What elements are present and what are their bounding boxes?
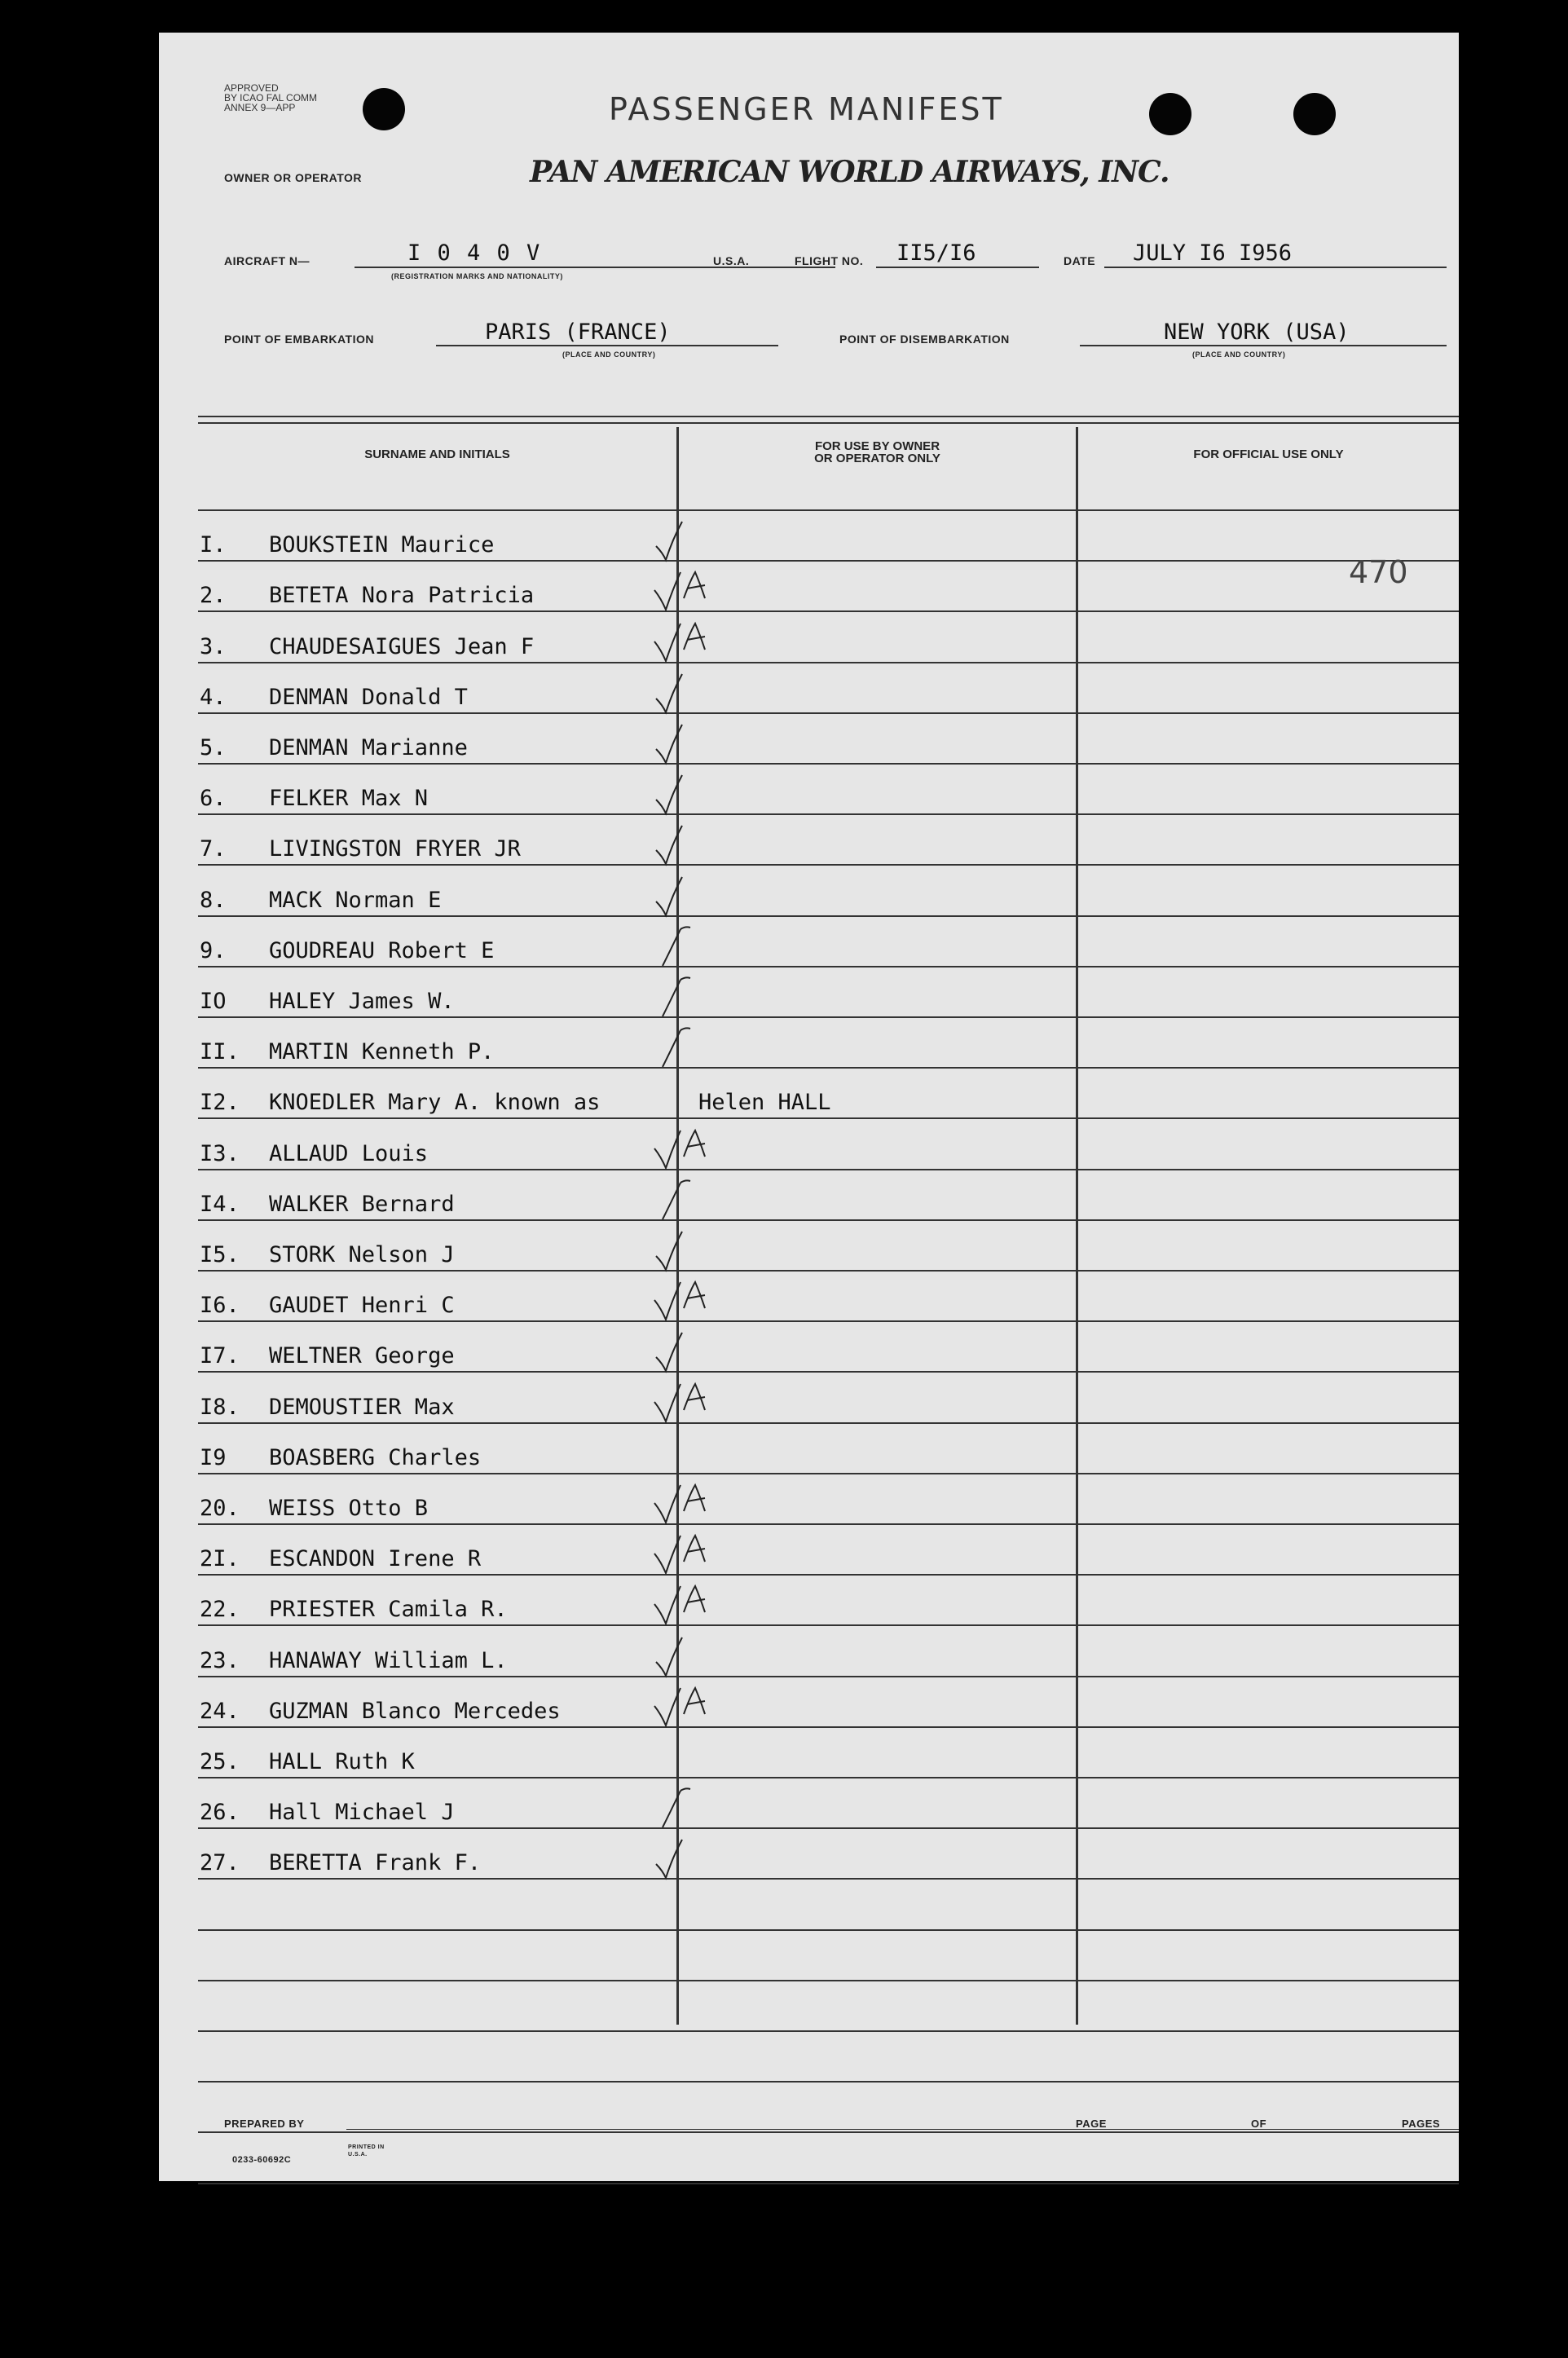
passenger-name: KNOEDLER Mary A. known as xyxy=(269,1090,601,1115)
passenger-name: WELTNER George xyxy=(269,1343,455,1369)
of-label: OF xyxy=(1251,2118,1267,2130)
passenger-number: 27. xyxy=(200,1850,240,1875)
row-rule xyxy=(198,1169,1459,1170)
row-rule xyxy=(198,509,1459,511)
disembark-caption: (PLACE AND COUNTRY) xyxy=(1192,350,1286,359)
passenger-name: FELKER Max N xyxy=(269,786,429,811)
row-rule xyxy=(198,2183,1459,2184)
passenger-number: I6. xyxy=(200,1293,240,1318)
check-mark-icon xyxy=(648,515,721,564)
check-a-mark-icon xyxy=(648,1580,721,1629)
row-rule xyxy=(198,1878,1459,1880)
passenger-name: HALL Ruth K xyxy=(269,1749,415,1774)
passenger-number: I. xyxy=(200,532,227,558)
passenger-number: I9 xyxy=(200,1445,227,1470)
passenger-number: IO xyxy=(200,989,227,1014)
column-header-operator-line: OR OPERATOR ONLY xyxy=(814,452,940,465)
usa-label: U.S.A. xyxy=(713,254,750,267)
airline-name: PAN AMERICAN WORLD AIRWAYS, INC. xyxy=(530,155,1169,189)
passenger-number: 7. xyxy=(200,836,227,862)
official-note: 470 xyxy=(1349,554,1408,590)
passenger-name: MARTIN Kenneth P. xyxy=(269,1039,495,1064)
form-number: 0233-60692C xyxy=(232,2155,292,2165)
passenger-number: 25. xyxy=(200,1749,240,1774)
row-rule xyxy=(198,1624,1459,1626)
row-rule xyxy=(198,864,1459,866)
passenger-name: BOUKSTEIN Maurice xyxy=(269,532,495,558)
check-mark-icon xyxy=(648,1022,721,1071)
passenger-number: 20. xyxy=(200,1496,240,1521)
passenger-number: I3. xyxy=(200,1141,240,1166)
page-title: PASSENGER MANIFEST xyxy=(609,91,1004,127)
check-mark-icon xyxy=(648,1326,721,1375)
passenger-name: BETETA Nora Patricia xyxy=(269,583,535,608)
registration-caption: (REGISTRATION MARKS AND NATIONALITY) xyxy=(391,272,563,280)
column-header-surname: SURNAME AND INITIALS xyxy=(364,447,510,461)
check-a-mark-icon xyxy=(648,1276,721,1324)
passenger-number: 26. xyxy=(200,1800,240,1825)
check-mark-icon xyxy=(648,769,721,818)
row-rule xyxy=(198,2081,1459,2083)
check-a-mark-icon xyxy=(648,1529,721,1578)
passenger-number: 6. xyxy=(200,786,227,811)
passenger-number: 5. xyxy=(200,735,227,760)
date-value: JULY I6 I956 xyxy=(1133,240,1293,266)
pages-label: PAGES xyxy=(1402,2118,1441,2130)
check-a-mark-icon xyxy=(648,566,721,615)
check-mark-icon xyxy=(648,972,721,1020)
punch-hole xyxy=(363,88,405,130)
passenger-name: CHAUDESAIGUES Jean F xyxy=(269,634,535,659)
check-mark-icon xyxy=(648,718,721,767)
passenger-number: I5. xyxy=(200,1242,240,1267)
passenger-number: 9. xyxy=(200,938,227,963)
passenger-name: DEMOUSTIER Max xyxy=(269,1395,455,1420)
date-label: DATE xyxy=(1064,254,1096,267)
row-rule xyxy=(198,610,1459,612)
stamp-line: BY ICAO FAL COMM xyxy=(224,92,318,104)
passenger-name: ESCANDON Irene R xyxy=(269,1546,482,1571)
check-mark-icon xyxy=(648,1225,721,1274)
column-header-operator-line: FOR USE BY OWNER xyxy=(814,439,940,453)
row-rule xyxy=(198,813,1459,815)
check-mark-icon xyxy=(648,1631,721,1680)
passenger-number: 24. xyxy=(200,1699,240,1724)
disembark-value: NEW YORK (USA) xyxy=(1164,320,1350,345)
row-rule xyxy=(198,1371,1459,1373)
approval-stamp xyxy=(224,83,317,112)
check-mark-icon xyxy=(648,1833,721,1882)
passenger-number: I2. xyxy=(200,1090,240,1115)
row-rule xyxy=(198,560,1459,562)
row-rule xyxy=(198,662,1459,663)
row-rule xyxy=(198,1726,1459,1728)
row-rule xyxy=(198,1827,1459,1829)
row-rule xyxy=(198,712,1459,714)
punch-hole xyxy=(1149,93,1191,135)
row-rule xyxy=(198,763,1459,765)
passenger-name: GUZMAN Blanco Mercedes xyxy=(269,1699,561,1724)
row-rule xyxy=(198,915,1459,917)
operator-note: Helen HALL xyxy=(698,1090,831,1115)
row-rule xyxy=(198,1067,1459,1069)
passenger-number: 8. xyxy=(200,888,227,913)
check-a-mark-icon xyxy=(648,1377,721,1426)
row-rule xyxy=(198,2030,1459,2032)
printed-note: PRINTED IN U.S.A. xyxy=(348,2144,385,2157)
row-rule xyxy=(198,1422,1459,1424)
row-rule xyxy=(198,1473,1459,1474)
check-mark-icon xyxy=(648,1783,721,1831)
passenger-number: I7. xyxy=(200,1343,240,1369)
row-rule xyxy=(198,1574,1459,1576)
passenger-number: 2I. xyxy=(200,1546,240,1571)
passenger-name: DENMAN Donald T xyxy=(269,685,468,710)
passenger-name: BERETTA Frank F. xyxy=(269,1850,482,1875)
passenger-number: I4. xyxy=(200,1192,240,1217)
prepared-label: PREPARED BY xyxy=(224,2118,305,2130)
embark-value: PARIS (FRANCE) xyxy=(485,320,671,345)
row-rule xyxy=(198,1320,1459,1322)
check-mark-icon xyxy=(648,668,721,716)
passenger-name: WEISS Otto B xyxy=(269,1496,429,1521)
column-header-operator xyxy=(679,440,1076,465)
check-a-mark-icon xyxy=(648,617,721,666)
owner-label: OWNER OR OPERATOR xyxy=(224,171,362,184)
row-rule xyxy=(198,966,1459,967)
row-rule xyxy=(198,2131,1459,2133)
row-rule xyxy=(198,1980,1459,1981)
passenger-name: GAUDET Henri C xyxy=(269,1293,455,1318)
flight-label: FLIGHT NO. xyxy=(795,254,864,267)
row-rule xyxy=(198,1016,1459,1018)
passenger-name: WALKER Bernard xyxy=(269,1192,455,1217)
page-label: PAGE xyxy=(1076,2118,1107,2130)
row-rule xyxy=(198,1676,1459,1677)
manifest-page xyxy=(159,33,1459,2181)
passenger-name: HANAWAY William L. xyxy=(269,1648,508,1673)
passenger-number: I8. xyxy=(200,1395,240,1420)
row-rule xyxy=(198,1117,1459,1119)
check-mark-icon xyxy=(648,1175,721,1223)
check-mark-icon xyxy=(648,921,721,970)
stamp-line: APPROVED xyxy=(224,82,279,94)
check-a-mark-icon xyxy=(648,1681,721,1730)
disembark-label: POINT OF DISEMBARKATION xyxy=(839,333,1010,346)
passenger-name: LIVINGSTON FRYER JR xyxy=(269,836,521,862)
passenger-name: HALEY James W. xyxy=(269,989,455,1014)
passenger-name: DENMAN Marianne xyxy=(269,735,468,760)
aircraft-label: AIRCRAFT N— xyxy=(224,254,311,267)
row-rule xyxy=(198,1777,1459,1778)
check-mark-icon xyxy=(648,870,721,919)
passenger-number: 4. xyxy=(200,685,227,710)
stamp-line: ANNEX 9—APP xyxy=(224,102,296,113)
embark-caption: (PLACE AND COUNTRY) xyxy=(562,350,656,359)
embark-label: POINT OF EMBARKATION xyxy=(224,333,374,346)
passenger-name: STORK Nelson J xyxy=(269,1242,455,1267)
check-mark-icon xyxy=(648,819,721,868)
aircraft-value: I 0 4 0 V xyxy=(407,240,542,266)
passenger-number: 23. xyxy=(200,1648,240,1673)
punch-hole xyxy=(1293,93,1336,135)
passenger-name: GOUDREAU Robert E xyxy=(269,938,495,963)
passenger-number: 3. xyxy=(200,634,227,659)
row-rule xyxy=(198,1219,1459,1221)
row-rule xyxy=(198,1523,1459,1525)
passenger-name: MACK Norman E xyxy=(269,888,442,913)
passenger-number: 2. xyxy=(200,583,227,608)
passenger-number: 22. xyxy=(200,1597,240,1622)
passenger-number: II. xyxy=(200,1039,240,1064)
check-a-mark-icon xyxy=(648,1124,721,1173)
passenger-name: PRIESTER Camila R. xyxy=(269,1597,508,1622)
passenger-name: ALLAUD Louis xyxy=(269,1141,429,1166)
passenger-name: BOASBERG Charles xyxy=(269,1445,482,1470)
row-rule xyxy=(198,1270,1459,1272)
passenger-name: Hall Michael J xyxy=(269,1800,455,1825)
check-a-mark-icon xyxy=(648,1479,721,1527)
flight-value: II5/I6 xyxy=(896,240,976,266)
column-header-official: FOR OFFICIAL USE ONLY xyxy=(1193,447,1344,461)
row-rule xyxy=(198,1929,1459,1931)
